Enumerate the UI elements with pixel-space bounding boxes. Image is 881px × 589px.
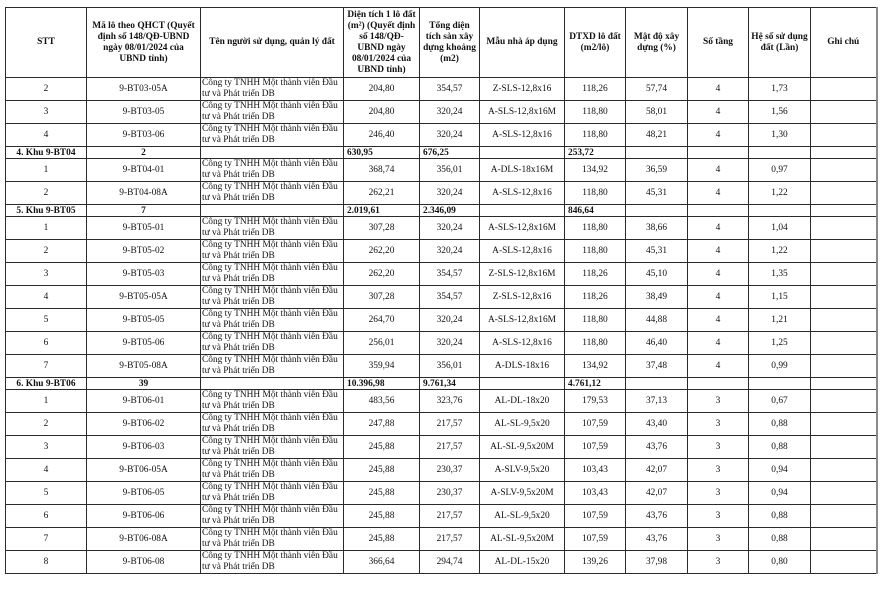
cell-dien-tich: 264,70 [344, 309, 420, 332]
cell-ghi-chu [811, 309, 877, 332]
cell-dien-tich: 245,88 [344, 459, 420, 482]
cell-dtxd: 846,64 [565, 205, 626, 217]
cell-dtxd: 134,92 [565, 355, 626, 378]
cell-tong-dien-tich: 323,76 [420, 390, 480, 413]
cell-mau-nha: A-SLS-12,8x16 [480, 332, 565, 355]
cell-so-tang: 4 [688, 355, 749, 378]
cell-owner: Công ty TNHH Một thành viên Đầu tư và Phát triển DB [201, 551, 344, 574]
cell-dien-tich: 10.396,98 [344, 378, 420, 390]
cell-ma-lo: 9-BT05-08A [87, 355, 201, 378]
cell-he-so: 1,30 [749, 124, 811, 147]
cell-ghi-chu [811, 332, 877, 355]
cell-stt: 4. Khu 9-BT04 [6, 147, 87, 159]
cell-mau-nha [480, 147, 565, 159]
cell-ma-lo: 9-BT06-03 [87, 436, 201, 459]
group-summary-row [6, 205, 877, 217]
cell-ma-lo: 9-BT04-08A [87, 182, 201, 205]
table-row [6, 101, 877, 124]
cell-stt: 6. Khu 9-BT06 [6, 378, 87, 390]
cell-stt: 8 [6, 551, 87, 574]
cell-ghi-chu [811, 505, 877, 528]
cell-tong-dien-tich: 230,37 [420, 482, 480, 505]
cell-dien-tich: 256,01 [344, 332, 420, 355]
cell-ma-lo: 39 [87, 378, 201, 390]
cell-mat-do [626, 378, 688, 390]
cell-ma-lo: 9-BT05-03 [87, 263, 201, 286]
cell-dtxd: 103,43 [565, 482, 626, 505]
cell-dien-tich: 246,40 [344, 124, 420, 147]
cell-so-tang [688, 205, 749, 217]
cell-stt: 5. Khu 9-BT05 [6, 205, 87, 217]
cell-owner: Công ty TNHH Một thành viên Đầu tư và Phát triển DB [201, 217, 344, 240]
cell-stt: 3 [6, 436, 87, 459]
cell-so-tang: 3 [688, 528, 749, 551]
cell-mat-do: 44,88 [626, 309, 688, 332]
cell-mat-do: 42,07 [626, 459, 688, 482]
cell-dtxd: 107,59 [565, 528, 626, 551]
cell-dien-tich: 247,88 [344, 413, 420, 436]
cell-ghi-chu [811, 436, 877, 459]
cell-dien-tich: 245,88 [344, 505, 420, 528]
cell-ghi-chu [811, 263, 877, 286]
cell-ghi-chu [811, 147, 877, 159]
cell-dtxd: 118,80 [565, 309, 626, 332]
cell-mau-nha: A-SLV-9,5x20 [480, 459, 565, 482]
cell-stt: 6 [6, 505, 87, 528]
table-body [6, 78, 877, 574]
cell-dien-tich: 307,28 [344, 217, 420, 240]
cell-mau-nha: A-SLS-12,8x16M [480, 309, 565, 332]
table-row [6, 240, 877, 263]
cell-owner [201, 205, 344, 217]
cell-ma-lo: 9-BT06-01 [87, 390, 201, 413]
header-dien-tich: Diện tích 1 lô đất (m²) (Quyết định số 148/QĐ-UBND ngày 08/01/2024 của UBND tỉnh) [344, 8, 420, 78]
cell-mau-nha: A-SLS-12,8x16M [480, 101, 565, 124]
cell-ghi-chu [811, 413, 877, 436]
cell-he-so: 1,56 [749, 101, 811, 124]
cell-so-tang [688, 378, 749, 390]
cell-dien-tich: 245,88 [344, 528, 420, 551]
cell-dien-tich: 366,64 [344, 551, 420, 574]
cell-stt: 5 [6, 482, 87, 505]
cell-so-tang: 4 [688, 263, 749, 286]
cell-owner: Công ty TNHH Một thành viên Đầu tư và Phát triển DB [201, 78, 344, 101]
cell-he-so [749, 205, 811, 217]
cell-mau-nha [480, 205, 565, 217]
cell-dtxd: 107,59 [565, 505, 626, 528]
cell-tong-dien-tich: 217,57 [420, 436, 480, 459]
cell-ghi-chu [811, 459, 877, 482]
header-ma-lo: Mã lô theo QHCT (Quyết định số 148/QĐ-UBND ngày 08/01/2024 của UBND tỉnh) [87, 8, 201, 78]
cell-stt: 4 [6, 124, 87, 147]
table-header-row [6, 8, 877, 78]
cell-so-tang: 3 [688, 459, 749, 482]
cell-mat-do [626, 147, 688, 159]
cell-owner: Công ty TNHH Một thành viên Đầu tư và Phát triển DB [201, 159, 344, 182]
cell-dtxd: 179,53 [565, 390, 626, 413]
cell-owner: Công ty TNHH Một thành viên Đầu tư và Phát triển DB [201, 505, 344, 528]
cell-mat-do: 45,31 [626, 240, 688, 263]
cell-he-so: 1,22 [749, 240, 811, 263]
cell-stt: 2 [6, 240, 87, 263]
cell-owner: Công ty TNHH Một thành viên Đầu tư và Phát triển DB [201, 182, 344, 205]
cell-ghi-chu [811, 217, 877, 240]
cell-dtxd: 107,59 [565, 436, 626, 459]
cell-mau-nha: AL-SL-9,5x20 [480, 505, 565, 528]
group-summary-row [6, 147, 877, 159]
land-lot-table-container [5, 7, 878, 574]
cell-dien-tich: 245,88 [344, 482, 420, 505]
cell-he-so: 0,97 [749, 159, 811, 182]
cell-tong-dien-tich: 320,24 [420, 240, 480, 263]
cell-so-tang [688, 147, 749, 159]
cell-mat-do: 37,48 [626, 355, 688, 378]
cell-mau-nha: A-DLS-18x16 [480, 355, 565, 378]
cell-dien-tich: 630,95 [344, 147, 420, 159]
cell-stt: 2 [6, 78, 87, 101]
cell-mat-do: 43,40 [626, 413, 688, 436]
cell-owner: Công ty TNHH Một thành viên Đầu tư và Phát triển DB [201, 355, 344, 378]
cell-ma-lo: 9-BT06-02 [87, 413, 201, 436]
cell-dtxd: 107,59 [565, 413, 626, 436]
table-row [6, 309, 877, 332]
cell-he-so: 0,88 [749, 505, 811, 528]
cell-dtxd: 118,80 [565, 217, 626, 240]
cell-ma-lo: 9-BT06-08A [87, 528, 201, 551]
cell-stt: 3 [6, 263, 87, 286]
cell-ghi-chu [811, 101, 877, 124]
cell-mat-do: 36,59 [626, 159, 688, 182]
cell-dtxd: 4.761,12 [565, 378, 626, 390]
cell-so-tang: 4 [688, 182, 749, 205]
cell-ghi-chu [811, 355, 877, 378]
cell-mat-do: 37,13 [626, 390, 688, 413]
cell-stt: 2 [6, 182, 87, 205]
cell-so-tang: 4 [688, 159, 749, 182]
cell-mat-do: 45,10 [626, 263, 688, 286]
header-mat-do: Mật độ xây dựng (%) [626, 8, 688, 78]
cell-tong-dien-tich: 320,24 [420, 332, 480, 355]
table-row [6, 505, 877, 528]
cell-dtxd: 118,80 [565, 101, 626, 124]
cell-he-so: 0,80 [749, 551, 811, 574]
cell-ma-lo: 2 [87, 147, 201, 159]
header-stt: STT [6, 8, 87, 78]
cell-tong-dien-tich: 354,57 [420, 78, 480, 101]
cell-he-so: 1,04 [749, 217, 811, 240]
cell-mau-nha: A-SLS-12,8x16 [480, 240, 565, 263]
cell-mat-do: 38,66 [626, 217, 688, 240]
cell-so-tang: 3 [688, 505, 749, 528]
cell-he-so: 1,25 [749, 332, 811, 355]
cell-dien-tich: 262,20 [344, 263, 420, 286]
cell-tong-dien-tich: 230,37 [420, 459, 480, 482]
table-row [6, 355, 877, 378]
cell-mau-nha: A-SLS-12,8x16 [480, 182, 565, 205]
table-row [6, 286, 877, 309]
cell-mau-nha: AL-SL-9,5x20M [480, 528, 565, 551]
cell-owner [201, 147, 344, 159]
table-row [6, 263, 877, 286]
cell-dtxd: 118,26 [565, 263, 626, 286]
cell-mau-nha: Z-SLS-12,8x16M [480, 263, 565, 286]
cell-dtxd: 118,26 [565, 78, 626, 101]
cell-ghi-chu [811, 159, 877, 182]
cell-so-tang: 3 [688, 436, 749, 459]
cell-ma-lo: 9-BT04-01 [87, 159, 201, 182]
cell-he-so: 0,94 [749, 482, 811, 505]
cell-ma-lo: 7 [87, 205, 201, 217]
cell-dien-tich: 204,80 [344, 78, 420, 101]
cell-so-tang: 4 [688, 332, 749, 355]
cell-he-so: 0,88 [749, 413, 811, 436]
table-row [6, 159, 877, 182]
cell-owner: Công ty TNHH Một thành viên Đầu tư và Phát triển DB [201, 332, 344, 355]
table-row [6, 390, 877, 413]
cell-ma-lo: 9-BT06-05A [87, 459, 201, 482]
cell-dien-tich: 368,74 [344, 159, 420, 182]
cell-so-tang: 4 [688, 101, 749, 124]
cell-tong-dien-tich: 9.761,34 [420, 378, 480, 390]
cell-ghi-chu [811, 182, 877, 205]
header-ten-nguoi: Tên người sử dụng, quản lý đất [201, 8, 344, 78]
cell-he-so: 0,99 [749, 355, 811, 378]
cell-tong-dien-tich: 354,57 [420, 286, 480, 309]
cell-ma-lo: 9-BT03-05 [87, 101, 201, 124]
cell-so-tang: 4 [688, 78, 749, 101]
cell-mat-do: 57,74 [626, 78, 688, 101]
cell-tong-dien-tich: 217,57 [420, 528, 480, 551]
cell-owner: Công ty TNHH Một thành viên Đầu tư và Phát triển DB [201, 413, 344, 436]
cell-stt: 1 [6, 217, 87, 240]
cell-so-tang: 3 [688, 413, 749, 436]
cell-owner [201, 378, 344, 390]
header-so-tang: Số tầng [688, 8, 749, 78]
table-row [6, 551, 877, 574]
cell-owner: Công ty TNHH Một thành viên Đầu tư và Phát triển DB [201, 240, 344, 263]
table-row [6, 182, 877, 205]
cell-dtxd: 118,80 [565, 240, 626, 263]
cell-ma-lo: 9-BT05-02 [87, 240, 201, 263]
cell-so-tang: 3 [688, 551, 749, 574]
cell-dtxd: 103,43 [565, 459, 626, 482]
cell-mat-do: 43,76 [626, 528, 688, 551]
cell-mau-nha: AL-SL-9,5x20M [480, 436, 565, 459]
header-tong-dien-tich: Tổng diện tích sàn xây dựng khoảng (m2) [420, 8, 480, 78]
cell-ghi-chu [811, 528, 877, 551]
group-summary-row [6, 378, 877, 390]
cell-ghi-chu [811, 286, 877, 309]
cell-so-tang: 4 [688, 217, 749, 240]
cell-ma-lo: 9-BT06-06 [87, 505, 201, 528]
cell-owner: Công ty TNHH Một thành viên Đầu tư và Phát triển DB [201, 436, 344, 459]
cell-dien-tich: 483,56 [344, 390, 420, 413]
cell-he-so: 1,35 [749, 263, 811, 286]
cell-dtxd: 118,26 [565, 286, 626, 309]
cell-tong-dien-tich: 320,24 [420, 124, 480, 147]
cell-so-tang: 4 [688, 309, 749, 332]
cell-ghi-chu [811, 390, 877, 413]
cell-dien-tich: 2.019,61 [344, 205, 420, 217]
cell-dtxd: 134,92 [565, 159, 626, 182]
cell-ma-lo: 9-BT03-06 [87, 124, 201, 147]
cell-mau-nha: A-DLS-18x16M [480, 159, 565, 182]
cell-dtxd: 118,80 [565, 332, 626, 355]
cell-ma-lo: 9-BT05-06 [87, 332, 201, 355]
cell-dien-tich: 307,28 [344, 286, 420, 309]
cell-ghi-chu [811, 551, 877, 574]
cell-dien-tich: 262,21 [344, 182, 420, 205]
cell-he-so: 1,21 [749, 309, 811, 332]
cell-tong-dien-tich: 356,01 [420, 355, 480, 378]
cell-mat-do: 48,21 [626, 124, 688, 147]
table-row [6, 217, 877, 240]
table-row [6, 413, 877, 436]
cell-he-so: 0,94 [749, 459, 811, 482]
table-row [6, 436, 877, 459]
cell-mat-do: 45,31 [626, 182, 688, 205]
cell-dtxd: 253,72 [565, 147, 626, 159]
cell-ghi-chu [811, 205, 877, 217]
cell-so-tang: 3 [688, 390, 749, 413]
cell-mau-nha: A-SLV-9,5x20M [480, 482, 565, 505]
cell-owner: Công ty TNHH Một thành viên Đầu tư và Phát triển DB [201, 390, 344, 413]
header-he-so: Hệ số sử dụng đất (Lần) [749, 8, 811, 78]
cell-tong-dien-tich: 217,57 [420, 505, 480, 528]
cell-he-so: 1,22 [749, 182, 811, 205]
header-mau-nha: Mẫu nhà áp dụng [480, 8, 565, 78]
land-lot-table [5, 7, 878, 574]
cell-stt: 2 [6, 413, 87, 436]
cell-dien-tich: 262,20 [344, 240, 420, 263]
cell-stt: 6 [6, 332, 87, 355]
cell-ma-lo: 9-BT05-05 [87, 309, 201, 332]
cell-mat-do: 43,76 [626, 505, 688, 528]
cell-dien-tich: 359,94 [344, 355, 420, 378]
cell-he-so [749, 147, 811, 159]
cell-stt: 1 [6, 390, 87, 413]
cell-mat-do: 42,07 [626, 482, 688, 505]
cell-stt: 4 [6, 459, 87, 482]
cell-mau-nha [480, 378, 565, 390]
cell-ghi-chu [811, 124, 877, 147]
cell-mau-nha: Z-SLS-12,8x16 [480, 78, 565, 101]
cell-stt: 7 [6, 528, 87, 551]
cell-owner: Công ty TNHH Một thành viên Đầu tư và Phát triển DB [201, 263, 344, 286]
cell-he-so [749, 378, 811, 390]
cell-he-so: 0,88 [749, 528, 811, 551]
cell-tong-dien-tich: 354,57 [420, 263, 480, 286]
cell-dtxd: 118,80 [565, 182, 626, 205]
cell-mat-do [626, 205, 688, 217]
cell-tong-dien-tich: 2.346,09 [420, 205, 480, 217]
cell-stt: 4 [6, 286, 87, 309]
cell-ghi-chu [811, 78, 877, 101]
cell-mat-do: 46,40 [626, 332, 688, 355]
cell-so-tang: 4 [688, 286, 749, 309]
cell-tong-dien-tich: 356,01 [420, 159, 480, 182]
cell-owner: Công ty TNHH Một thành viên Đầu tư và Phát triển DB [201, 309, 344, 332]
cell-dien-tich: 245,88 [344, 436, 420, 459]
header-ghi-chu: Ghi chú [811, 8, 877, 78]
cell-he-so: 0,67 [749, 390, 811, 413]
cell-stt: 7 [6, 355, 87, 378]
cell-tong-dien-tich: 320,24 [420, 309, 480, 332]
table-row [6, 78, 877, 101]
cell-owner: Công ty TNHH Một thành viên Đầu tư và Phát triển DB [201, 286, 344, 309]
cell-mat-do: 37,98 [626, 551, 688, 574]
cell-mau-nha: AL-DL-18x20 [480, 390, 565, 413]
cell-so-tang: 4 [688, 124, 749, 147]
cell-so-tang: 3 [688, 482, 749, 505]
cell-tong-dien-tich: 320,24 [420, 182, 480, 205]
cell-owner: Công ty TNHH Một thành viên Đầu tư và Phát triển DB [201, 101, 344, 124]
cell-he-so: 0,88 [749, 436, 811, 459]
cell-stt: 1 [6, 159, 87, 182]
cell-so-tang: 4 [688, 240, 749, 263]
table-row [6, 528, 877, 551]
cell-dtxd: 118,80 [565, 124, 626, 147]
table-row [6, 482, 877, 505]
cell-mat-do: 58,01 [626, 101, 688, 124]
cell-mau-nha: AL-SL-9,5x20 [480, 413, 565, 436]
cell-mau-nha: AL-DL-15x20 [480, 551, 565, 574]
cell-tong-dien-tich: 320,24 [420, 101, 480, 124]
cell-tong-dien-tich: 294,74 [420, 551, 480, 574]
cell-dtxd: 139,26 [565, 551, 626, 574]
cell-mau-nha: A-SLS-12,8x16M [480, 217, 565, 240]
cell-he-so: 1,73 [749, 78, 811, 101]
cell-he-so: 1,15 [749, 286, 811, 309]
cell-ghi-chu [811, 240, 877, 263]
cell-stt: 3 [6, 101, 87, 124]
header-dtxd: DTXD lô đất (m2/lô) [565, 8, 626, 78]
table-row [6, 332, 877, 355]
cell-stt: 5 [6, 309, 87, 332]
cell-ghi-chu [811, 482, 877, 505]
cell-ma-lo: 9-BT06-05 [87, 482, 201, 505]
cell-mat-do: 38,49 [626, 286, 688, 309]
cell-tong-dien-tich: 320,24 [420, 217, 480, 240]
cell-ma-lo: 9-BT05-01 [87, 217, 201, 240]
cell-owner: Công ty TNHH Một thành viên Đầu tư và Phát triển DB [201, 528, 344, 551]
table-row [6, 459, 877, 482]
cell-ma-lo: 9-BT06-08 [87, 551, 201, 574]
cell-mat-do: 43,76 [626, 436, 688, 459]
cell-dien-tich: 204,80 [344, 101, 420, 124]
cell-mau-nha: Z-SLS-12,8x16 [480, 286, 565, 309]
cell-ma-lo: 9-BT05-05A [87, 286, 201, 309]
cell-tong-dien-tich: 676,25 [420, 147, 480, 159]
cell-ma-lo: 9-BT03-05A [87, 78, 201, 101]
cell-owner: Công ty TNHH Một thành viên Đầu tư và Phát triển DB [201, 124, 344, 147]
cell-mau-nha: A-SLS-12,8x16 [480, 124, 565, 147]
cell-owner: Công ty TNHH Một thành viên Đầu tư và Phát triển DB [201, 459, 344, 482]
cell-ghi-chu [811, 378, 877, 390]
table-row [6, 124, 877, 147]
cell-tong-dien-tich: 217,57 [420, 413, 480, 436]
cell-owner: Công ty TNHH Một thành viên Đầu tư và Phát triển DB [201, 482, 344, 505]
